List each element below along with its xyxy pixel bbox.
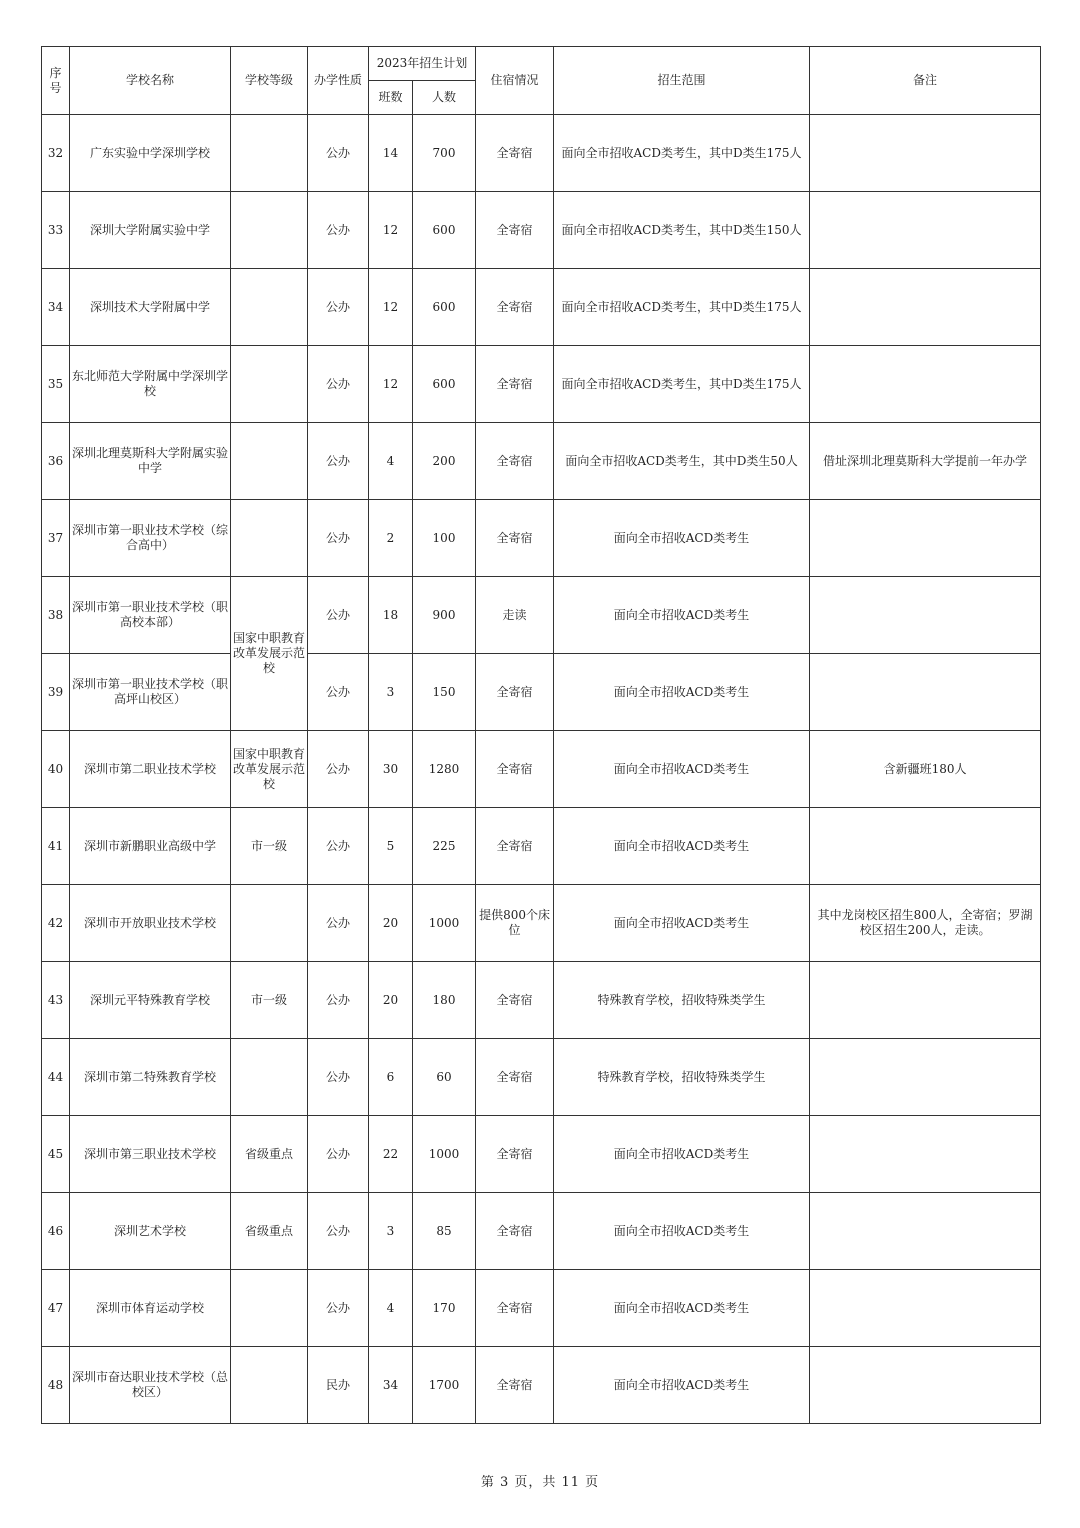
cell-note bbox=[810, 1116, 1041, 1193]
cell-seq: 48 bbox=[42, 1347, 70, 1424]
table-row bbox=[42, 577, 1041, 654]
cell-classes: 12 bbox=[369, 346, 413, 423]
col-header-scope: 招生范围 bbox=[554, 47, 810, 115]
cell-seq: 38 bbox=[42, 577, 70, 654]
table-row bbox=[42, 269, 1041, 346]
cell-dorm: 全寄宿 bbox=[476, 1039, 554, 1116]
cell-students: 900 bbox=[413, 577, 476, 654]
table-row bbox=[42, 192, 1041, 269]
cell-school-type: 公办 bbox=[308, 192, 369, 269]
cell-dorm: 全寄宿 bbox=[476, 423, 554, 500]
cell-students: 700 bbox=[413, 115, 476, 192]
cell-note bbox=[810, 346, 1041, 423]
header-row bbox=[42, 47, 1041, 81]
table-row bbox=[42, 115, 1041, 192]
cell-classes: 20 bbox=[369, 962, 413, 1039]
cell-students: 200 bbox=[413, 423, 476, 500]
table-row bbox=[42, 1270, 1041, 1347]
cell-note: 含新疆班180人 bbox=[810, 731, 1041, 808]
cell-school-type: 公办 bbox=[308, 577, 369, 654]
cell-note bbox=[810, 577, 1041, 654]
cell-scope: 面向全市招收ACD类考生 bbox=[554, 1270, 810, 1347]
cell-scope: 特殊教育学校，招收特殊类学生 bbox=[554, 962, 810, 1039]
cell-seq: 41 bbox=[42, 808, 70, 885]
cell-scope: 面向全市招收ACD类考生，其中D类生175人 bbox=[554, 346, 810, 423]
cell-scope: 面向全市招收ACD类考生 bbox=[554, 577, 810, 654]
cell-scope: 面向全市招收ACD类考生，其中D类生150人 bbox=[554, 192, 810, 269]
cell-seq: 39 bbox=[42, 654, 70, 731]
cell-school-level bbox=[231, 1039, 308, 1116]
cell-school-level: 省级重点 bbox=[231, 1116, 308, 1193]
cell-school-type: 公办 bbox=[308, 115, 369, 192]
col-header-note: 备注 bbox=[810, 47, 1041, 115]
cell-scope: 面向全市招收ACD类考生 bbox=[554, 808, 810, 885]
cell-school-level bbox=[231, 192, 308, 269]
cell-classes: 3 bbox=[369, 1193, 413, 1270]
cell-students: 180 bbox=[413, 962, 476, 1039]
cell-school-level bbox=[231, 885, 308, 962]
cell-dorm: 全寄宿 bbox=[476, 192, 554, 269]
cell-classes: 12 bbox=[369, 269, 413, 346]
cell-school-type: 公办 bbox=[308, 1116, 369, 1193]
cell-seq: 32 bbox=[42, 115, 70, 192]
cell-dorm: 全寄宿 bbox=[476, 269, 554, 346]
cell-school-level bbox=[231, 500, 308, 577]
cell-classes: 5 bbox=[369, 808, 413, 885]
cell-students: 600 bbox=[413, 346, 476, 423]
col-header-dorm: 住宿情况 bbox=[476, 47, 554, 115]
cell-note: 其中龙岗校区招生800人，全寄宿；罗湖校区招生200人，走读。 bbox=[810, 885, 1041, 962]
table-row bbox=[42, 500, 1041, 577]
table-row bbox=[42, 731, 1041, 808]
col-header-students: 人数 bbox=[413, 81, 476, 115]
cell-note bbox=[810, 192, 1041, 269]
table-row bbox=[42, 808, 1041, 885]
cell-students: 150 bbox=[413, 654, 476, 731]
cell-note: 借址深圳北理莫斯科大学提前一年办学 bbox=[810, 423, 1041, 500]
cell-students: 600 bbox=[413, 269, 476, 346]
cell-dorm: 全寄宿 bbox=[476, 1347, 554, 1424]
cell-note bbox=[810, 269, 1041, 346]
cell-scope: 面向全市招收ACD类考生 bbox=[554, 500, 810, 577]
cell-school-name: 深圳市第三职业技术学校 bbox=[70, 1116, 231, 1193]
cell-seq: 34 bbox=[42, 269, 70, 346]
cell-scope: 面向全市招收ACD类考生 bbox=[554, 654, 810, 731]
table-row bbox=[42, 962, 1041, 1039]
cell-note bbox=[810, 962, 1041, 1039]
cell-seq: 45 bbox=[42, 1116, 70, 1193]
cell-classes: 14 bbox=[369, 115, 413, 192]
page-footer: 第 3 页，共 11 页 bbox=[480, 1475, 600, 1490]
cell-classes: 34 bbox=[369, 1347, 413, 1424]
cell-note bbox=[810, 500, 1041, 577]
cell-school-name: 深圳艺术学校 bbox=[70, 1193, 231, 1270]
cell-school-level: 市一级 bbox=[231, 808, 308, 885]
cell-dorm: 提供800个床位 bbox=[476, 885, 554, 962]
cell-seq: 46 bbox=[42, 1193, 70, 1270]
cell-classes: 3 bbox=[369, 654, 413, 731]
cell-note bbox=[810, 1347, 1041, 1424]
cell-students: 600 bbox=[413, 192, 476, 269]
cell-school-type: 公办 bbox=[308, 731, 369, 808]
cell-dorm: 全寄宿 bbox=[476, 346, 554, 423]
cell-school-type: 公办 bbox=[308, 500, 369, 577]
cell-students: 1280 bbox=[413, 731, 476, 808]
col-header-seq: 序号 bbox=[42, 47, 70, 115]
cell-students: 170 bbox=[413, 1270, 476, 1347]
cell-note bbox=[810, 1039, 1041, 1116]
cell-dorm: 全寄宿 bbox=[476, 808, 554, 885]
cell-classes: 18 bbox=[369, 577, 413, 654]
cell-classes: 22 bbox=[369, 1116, 413, 1193]
cell-classes: 4 bbox=[369, 1270, 413, 1347]
cell-dorm: 全寄宿 bbox=[476, 962, 554, 1039]
cell-school-name: 深圳市体育运动学校 bbox=[70, 1270, 231, 1347]
cell-school-level: 国家中职教育改革发展示范校 bbox=[231, 731, 308, 808]
cell-school-level bbox=[231, 115, 308, 192]
cell-scope: 面向全市招收ACD类考生 bbox=[554, 885, 810, 962]
cell-school-type: 公办 bbox=[308, 346, 369, 423]
cell-classes: 2 bbox=[369, 500, 413, 577]
cell-seq: 36 bbox=[42, 423, 70, 500]
cell-seq: 37 bbox=[42, 500, 70, 577]
cell-scope: 面向全市招收ACD类考生 bbox=[554, 731, 810, 808]
cell-school-type: 公办 bbox=[308, 269, 369, 346]
table-row bbox=[42, 654, 1041, 731]
cell-seq: 43 bbox=[42, 962, 70, 1039]
cell-school-name: 深圳市新鹏职业高级中学 bbox=[70, 808, 231, 885]
cell-dorm: 走读 bbox=[476, 577, 554, 654]
cell-school-name: 深圳市奋达职业技术学校（总校区） bbox=[70, 1347, 231, 1424]
col-header-school-type: 办学性质 bbox=[308, 47, 369, 115]
cell-school-type: 公办 bbox=[308, 1270, 369, 1347]
cell-school-name: 深圳大学附属实验中学 bbox=[70, 192, 231, 269]
cell-school-level: 市一级 bbox=[231, 962, 308, 1039]
cell-school-name: 深圳元平特殊教育学校 bbox=[70, 962, 231, 1039]
cell-school-type: 公办 bbox=[308, 808, 369, 885]
cell-scope: 特殊教育学校，招收特殊类学生 bbox=[554, 1039, 810, 1116]
cell-classes: 12 bbox=[369, 192, 413, 269]
cell-school-type: 公办 bbox=[308, 654, 369, 731]
cell-dorm: 全寄宿 bbox=[476, 500, 554, 577]
cell-classes: 30 bbox=[369, 731, 413, 808]
cell-students: 60 bbox=[413, 1039, 476, 1116]
cell-school-level: 国家中职教育改革发展示范校 bbox=[231, 577, 308, 731]
table-row bbox=[42, 346, 1041, 423]
col-header-classes: 班数 bbox=[369, 81, 413, 115]
cell-school-level bbox=[231, 1347, 308, 1424]
cell-school-type: 公办 bbox=[308, 962, 369, 1039]
cell-school-name: 广东实验中学深圳学校 bbox=[70, 115, 231, 192]
cell-seq: 47 bbox=[42, 1270, 70, 1347]
col-header-school-level: 学校等级 bbox=[231, 47, 308, 115]
cell-school-type: 民办 bbox=[308, 1347, 369, 1424]
cell-school-level: 省级重点 bbox=[231, 1193, 308, 1270]
cell-note bbox=[810, 808, 1041, 885]
cell-school-name: 深圳市第二特殊教育学校 bbox=[70, 1039, 231, 1116]
cell-dorm: 全寄宿 bbox=[476, 731, 554, 808]
cell-school-level bbox=[231, 1270, 308, 1347]
cell-school-type: 公办 bbox=[308, 1039, 369, 1116]
cell-students: 1700 bbox=[413, 1347, 476, 1424]
cell-school-name: 深圳市第一职业技术学校（综合高中） bbox=[70, 500, 231, 577]
cell-school-name: 深圳北理莫斯科大学附属实验中学 bbox=[70, 423, 231, 500]
cell-school-name: 深圳市第一职业技术学校（职高校本部） bbox=[70, 577, 231, 654]
cell-school-type: 公办 bbox=[308, 885, 369, 962]
cell-scope: 面向全市招收ACD类考生，其中D类生50人 bbox=[554, 423, 810, 500]
cell-dorm: 全寄宿 bbox=[476, 654, 554, 731]
cell-note bbox=[810, 1193, 1041, 1270]
cell-students: 1000 bbox=[413, 1116, 476, 1193]
cell-students: 100 bbox=[413, 500, 476, 577]
cell-classes: 6 bbox=[369, 1039, 413, 1116]
cell-seq: 42 bbox=[42, 885, 70, 962]
cell-school-type: 公办 bbox=[308, 423, 369, 500]
col-header-plan: 2023年招生计划 bbox=[369, 47, 476, 81]
col-header-school-name: 学校名称 bbox=[70, 47, 231, 115]
cell-seq: 33 bbox=[42, 192, 70, 269]
cell-classes: 4 bbox=[369, 423, 413, 500]
cell-seq: 35 bbox=[42, 346, 70, 423]
cell-seq: 44 bbox=[42, 1039, 70, 1116]
cell-dorm: 全寄宿 bbox=[476, 1193, 554, 1270]
cell-note bbox=[810, 1270, 1041, 1347]
cell-school-name: 深圳市第二职业技术学校 bbox=[70, 731, 231, 808]
cell-school-level bbox=[231, 346, 308, 423]
cell-school-name: 深圳市第一职业技术学校（职高坪山校区） bbox=[70, 654, 231, 731]
cell-students: 225 bbox=[413, 808, 476, 885]
cell-scope: 面向全市招收ACD类考生 bbox=[554, 1193, 810, 1270]
cell-school-level bbox=[231, 269, 308, 346]
cell-school-name: 东北师范大学附属中学深圳学校 bbox=[70, 346, 231, 423]
cell-note bbox=[810, 654, 1041, 731]
cell-seq: 40 bbox=[42, 731, 70, 808]
cell-dorm: 全寄宿 bbox=[476, 115, 554, 192]
enrollment-table bbox=[41, 46, 1041, 1424]
cell-classes: 20 bbox=[369, 885, 413, 962]
table-row bbox=[42, 1347, 1041, 1424]
cell-students: 85 bbox=[413, 1193, 476, 1270]
cell-school-type: 公办 bbox=[308, 1193, 369, 1270]
cell-scope: 面向全市招收ACD类考生，其中D类生175人 bbox=[554, 269, 810, 346]
cell-school-name: 深圳技术大学附属中学 bbox=[70, 269, 231, 346]
cell-scope: 面向全市招收ACD类考生 bbox=[554, 1347, 810, 1424]
cell-note bbox=[810, 115, 1041, 192]
cell-dorm: 全寄宿 bbox=[476, 1270, 554, 1347]
cell-dorm: 全寄宿 bbox=[476, 1116, 554, 1193]
table-row bbox=[42, 1193, 1041, 1270]
table-row bbox=[42, 885, 1041, 962]
table-row bbox=[42, 423, 1041, 500]
cell-school-name: 深圳市开放职业技术学校 bbox=[70, 885, 231, 962]
table-row bbox=[42, 1116, 1041, 1193]
cell-scope: 面向全市招收ACD类考生，其中D类生175人 bbox=[554, 115, 810, 192]
cell-school-level bbox=[231, 423, 308, 500]
cell-students: 1000 bbox=[413, 885, 476, 962]
table-row bbox=[42, 1039, 1041, 1116]
cell-scope: 面向全市招收ACD类考生 bbox=[554, 1116, 810, 1193]
